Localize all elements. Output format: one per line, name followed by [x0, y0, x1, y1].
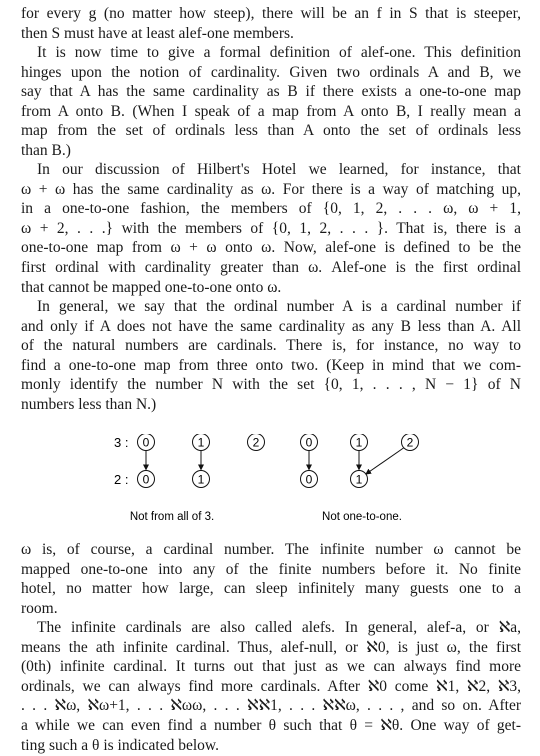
- node-label: 1: [355, 435, 363, 450]
- text-line: It is now time to give a formal definition of alef-one. This definition: [37, 44, 521, 61]
- text-line: say that A has the same cardinality as B if there exists a one-to-one map: [21, 83, 521, 101]
- node-label: 1: [197, 435, 205, 450]
- arrow-right-2: [366, 448, 404, 474]
- node-label: 1: [355, 472, 363, 487]
- paragraph-omega-cardinal: [21, 540, 521, 618]
- paragraph-hilberts-hotel: [21, 160, 521, 297]
- text-line: monly identify the number N with the set {0, 1, . . . , N − 1} of N: [21, 376, 521, 394]
- text-line: then S must have at least alef-one members.: [21, 24, 294, 42]
- text-line: room.: [21, 599, 58, 617]
- text-line: that cannot be mapped one-to-one onto ω.: [21, 278, 282, 296]
- node-label: 0: [305, 435, 313, 450]
- text-line: find a one-to-one map from three onto two. (Keep in mind that we com-: [21, 356, 521, 374]
- text-line: numbers less than N.): [21, 395, 157, 413]
- text-line: ω + ω has the same cardinality as ω. For there is a way of matching up,: [21, 180, 521, 198]
- text-line: means the ath infinite cardinal. Thus, alef-null, or ℵ0, is just ω, the first: [21, 638, 521, 656]
- node-label: 0: [142, 435, 150, 450]
- text-line: for every g (no matter how steep), there will be an f in S that is steeper,: [21, 5, 521, 22]
- text-line: ting such a θ is indicated below.: [21, 736, 219, 754]
- text-line: mapped one-to-one into any of the finite numbers before it. No finite: [21, 560, 521, 578]
- text-line: a while we can even find a number θ such that θ = ℵθ. One way of get-: [21, 716, 521, 734]
- mapping-diagram: [100, 434, 440, 528]
- text-line: in a one-to-one fashion, the members of {0, 1, 2, . . . ω, ω + 1,: [21, 200, 521, 218]
- text-line: of the natural numbers are cardinals. There is, for instance, no way to: [21, 337, 521, 355]
- node-label: 2: [252, 435, 260, 450]
- text-line: ω + 2, . . .} with the members of {0, 1, 2, . . . }. That is, there is a: [21, 219, 521, 237]
- text-line: and only if A does not have the same cardinality as any B less than A. All: [21, 317, 521, 335]
- text-line: from A onto B. (When I speak of a map from A onto B, I really mean a: [21, 102, 521, 120]
- caption-not-from-all: Not from all of 3.: [129, 511, 215, 523]
- text-line: map from the set of ordinals less than A onto the set of ordinals less: [21, 122, 521, 140]
- caption-not-one-to-one: Not one-to-one.: [322, 511, 402, 523]
- node-label: 1: [197, 472, 205, 487]
- text-line: hotel, no matter how large, can sleep infinitely many guests one to a: [21, 580, 521, 598]
- node-label: 2: [406, 435, 414, 450]
- text-line: ω is, of course, a cardinal number. The infinite number ω cannot be: [21, 541, 521, 558]
- paragraph-cardinal-number: [21, 297, 521, 415]
- text-line: hinges upon the notion of cardinality. Given two ordinals A and B, we: [21, 63, 521, 81]
- text-line: The infinite cardinals are also called alefs. In general, alef-a, or ℵa,: [37, 619, 521, 636]
- text-line: one-to-one map from ω + ω onto ω. Now, alef-one is defined to be the: [21, 239, 521, 257]
- node-label: 0: [142, 472, 150, 487]
- mapping-figure: [100, 434, 440, 528]
- text-line: . . . ℵω, ℵω+1, . . . ℵωω, . . . ℵℵ1, . . . ℵℵω, . . . , and so on. After: [21, 697, 521, 715]
- paragraph-definition-alef-one: [21, 43, 521, 161]
- text-line: In general, we say that the ordinal number A is a cardinal number if: [37, 298, 521, 315]
- text-line: In our discussion of Hilbert's Hotel we learned, for instance, that: [37, 161, 521, 178]
- paragraph-steeper: [21, 4, 521, 43]
- paragraph-alefs: [21, 618, 521, 755]
- row-label-two: 2 :: [114, 472, 129, 487]
- node-label: 0: [305, 472, 313, 487]
- text-line: ordinals, we can always find more cardinals. After ℵ0 come ℵ1, ℵ2, ℵ3,: [21, 677, 521, 695]
- row-label-three: 3 :: [114, 435, 129, 450]
- text-line: than B.): [21, 141, 71, 159]
- text-line: first ordinal with cardinality greater than ω. Alef-one is the first ordinal: [21, 258, 521, 276]
- text-line: (0th) infinite cardinal. It turns out that just as we can always find more: [21, 658, 521, 676]
